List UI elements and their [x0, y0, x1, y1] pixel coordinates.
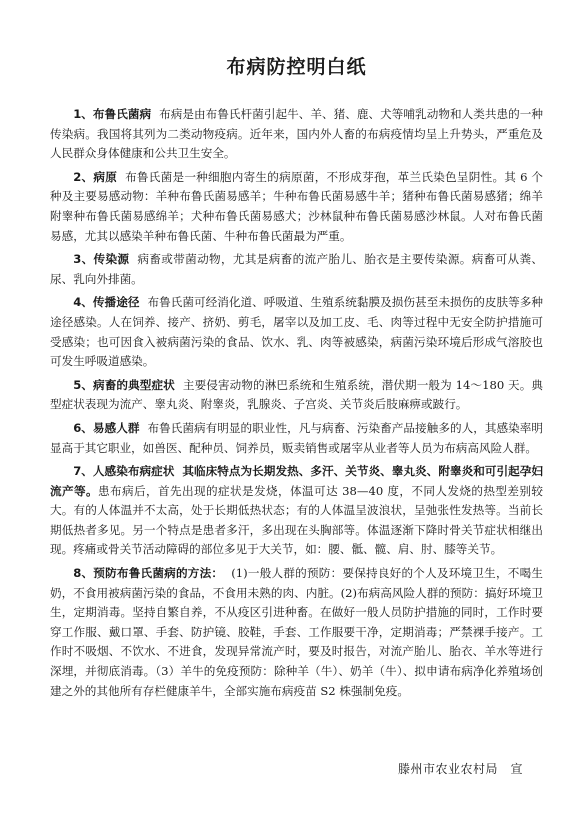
section-body: 布鲁氏菌是一种细胞内寄生的病原菌，不形成芽孢，革兰氏染色呈阴性。其 6 个种及主要易感动物：羊种布鲁氏菌易感羊；牛种布鲁氏菌易感牛羊；猪种布鲁氏菌易感猪；绵羊附睾种布鲁氏菌易感绵羊；犬种布鲁氏菌易感犬；沙林鼠种布鲁氏菌易感沙林鼠。人对布鲁氏菌易感，尤其以感染羊种布鲁氏菌、牛种布鲁氏菌最为严重。	[50, 169, 544, 243]
section-heading: 4、传播途径	[73, 295, 140, 310]
document-title: 布病防控明白纸	[226, 56, 367, 78]
section-infection-source	[50, 250, 543, 289]
section-heading: 1、布鲁氏菌病	[73, 107, 152, 121]
section-body: (1)一般人群的预防：要保持良好的个人及环境卫生，不喝生奶，不食用被病菌污染的食品，不食用未熟的肉、内脏。(2)布病高风险人群的预防：搞好环境卫生，定期消毒。坚持自繁自养，不从疫区引进种畜。在做好一般人员防护措施的同时，工作时要穿工作服、戴口罩、手套、防护镜、胶鞋，手套、工作服要干净，定期消毒；严禁裸手接产。工作时不吸烟、不饮水、不进食，发现异常流产时，要及时报告，对流产胎儿、胎衣、羊水等进行深埋，并彻底消毒。（3）羊牛的免疫预防：除种羊（牛）、奶羊（牛）、拟申请布病净化养殖场创建之外的其他所有存栏健康羊牛，全部实施布病疫苗 S2 株强制免疫。	[50, 566, 543, 698]
section-animal-symptoms	[50, 376, 543, 415]
section-susceptible-groups	[50, 419, 543, 458]
issuer-signature: 滕州市农业农村局 宣	[397, 762, 523, 776]
section-heading: 7、人感染布病症状	[73, 464, 175, 479]
section-prevention	[50, 564, 543, 701]
section-body: 主要侵害动物的淋巴系统和生殖系统，潜伏期一般为 14～180 天。典型症状表现为流产、睾丸炎、附睾炎，乳腺炎、子宫炎、关节炎后肢麻痹或跛行。	[50, 377, 543, 412]
section-pathogen	[50, 168, 543, 246]
section-heading: 6、易感人群	[73, 420, 140, 435]
section-heading: 8、预防布鲁氏菌病的方法：	[73, 566, 224, 581]
section-body: 病畜或带菌动物，尤其是病畜的流产胎儿、胎衣是主要传染源。病畜可从粪、尿、乳向外排菌。	[50, 252, 543, 286]
section-transmission	[50, 293, 543, 371]
section-heading: 2、病原	[73, 169, 118, 184]
section-brucellosis	[50, 105, 543, 164]
section-body: 布鲁氏菌可经消化道、呼吸道、生殖系统黏膜及损伤甚至未损伤的皮肤等多种途径感染。人在饲养、接产、挤奶、剪毛，屠宰以及加工皮、毛、肉等过程中无安全防护措施可受感染；也可因食入被病菌污染的食品、饮水、乳、肉等被感染，病菌污染环境后形成气溶胶也可发生呼吸道感染。	[50, 295, 543, 369]
section-human-symptoms	[50, 462, 543, 560]
section-bold-lead: 其临床特点为长期发热、多汗、关节炎、睾丸炎、附睾炎和可引起孕妇流产等。	[50, 464, 543, 498]
section-heading: 5、病畜的典型症状	[73, 377, 175, 392]
section-body: 患布病后，首先出现的症状是发烧，体温可达 38—40 度，不同人发烧的热型差别较大。有的人体温并不太高，处于长期低热状态；有的人体温呈波浪状，呈弛张性发热等。当前长期低热者多见。另一个特点是患者多汗，多出现在头胸部等。体温逐渐下降时骨关节症状相继出现。疼痛或骨关节活动障碍的部位多见于大关节，如：腰、骶、髋、肩、肘、膝等关节。	[50, 483, 543, 557]
section-body: 布病是由布鲁氏杆菌引起牛、羊、猪、鹿、犬等哺乳动物和人类共患的一种传染病。我国将其列为二类动物疫病。近年来，国内外人畜的布病疫情均呈上升势头，严重危及人民群众身体健康和公共卫生安全。	[50, 107, 543, 161]
section-heading: 3、传染源	[73, 252, 130, 267]
section-body: 布鲁氏菌病有明显的职业性，凡与病畜、污染畜产品接触多的人，其感染率明显高于其它职业，如兽医、配种员、饲养员，贩卖销售或屠宰从业者等人员为布病高风险人群。	[50, 420, 543, 455]
